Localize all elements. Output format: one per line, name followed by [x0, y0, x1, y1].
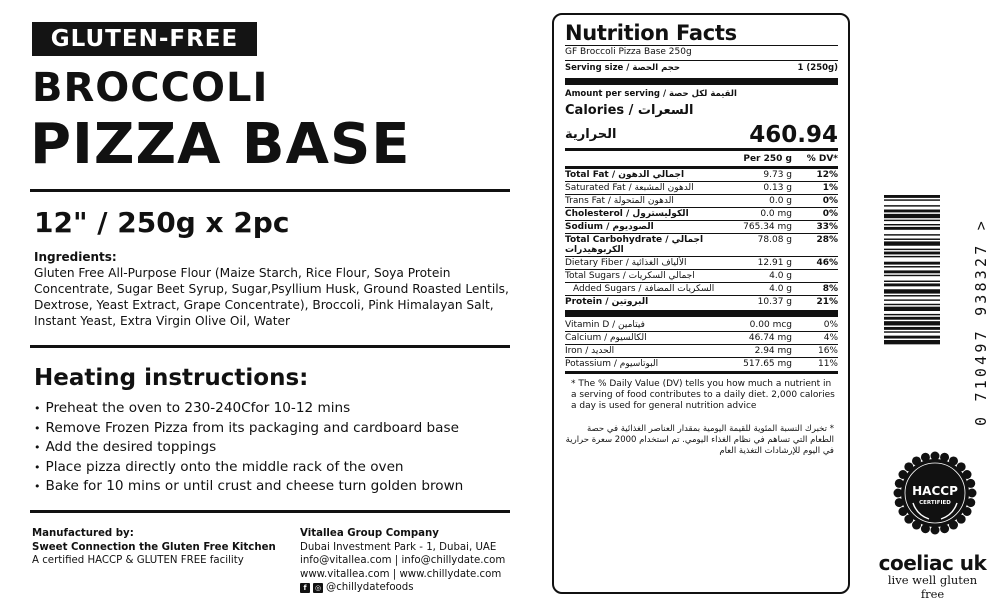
- ingredients-label: Ingredients:: [34, 250, 117, 264]
- nutrient-value: 517.65 mg: [743, 359, 792, 369]
- nutrient-dv: 28%: [816, 235, 838, 245]
- nutrient-name: Total Carbohydrate / اجمالي الكربوهيدرات: [565, 235, 704, 255]
- nutrient-name: Added Sugars / السكريات المضافة: [573, 284, 715, 294]
- divider-thick: [565, 310, 838, 317]
- gluten-free-badge: GLUTEN-FREE: [32, 22, 257, 56]
- daily-value-footnote: * The % Daily Value (DV) tells you how much a nutrient in a serving of food contributes to a daily diet. 2,000 calories a day is used for general nutrition advice: [571, 379, 835, 411]
- pack-size: 12" / 250g x 2pc: [34, 206, 290, 239]
- barcode-bars: [884, 195, 940, 420]
- heating-steps: [34, 399, 463, 497]
- nutrient-row: [565, 207, 838, 220]
- serving-size-row: [565, 61, 838, 76]
- nutrient-name: Trans Fat / الدهون المتحولة: [565, 196, 674, 206]
- nutrient-name: Total Sugars / اجمالي السكريات: [565, 271, 695, 281]
- divider: [30, 510, 510, 513]
- nutrient-value: 78.08 g: [757, 235, 792, 245]
- heating-step: • Preheat the oven to 230-240Cfor 10-12 mins: [34, 399, 463, 419]
- nutrient-value: 46.74 mg: [748, 333, 792, 343]
- product-title-line1: BROCCOLI: [32, 65, 269, 111]
- nutrient-value: 4.0 g: [769, 271, 792, 281]
- nutrient-dv: 4%: [823, 333, 838, 343]
- nutrition-facts-panel: [552, 13, 850, 594]
- nutrition-title: Nutrition Facts: [565, 21, 737, 45]
- coeliac-uk-logo: [875, 553, 990, 601]
- nutrient-value: 0.00 mcg: [749, 320, 792, 330]
- product-title-line2: PIZZA BASE: [30, 112, 411, 177]
- nutrient-dv: 1%: [822, 183, 838, 193]
- nutrient-dv: 0%: [822, 209, 838, 219]
- nutrient-dv: 12%: [816, 170, 838, 180]
- nutrient-name: Iron / الحديد: [565, 346, 615, 356]
- nutrient-name: Dietary Fiber / الألياف الغذائية: [565, 258, 687, 268]
- facebook-icon: f: [300, 583, 310, 593]
- calories-row: [565, 99, 838, 147]
- barcode-digits: [944, 186, 990, 431]
- amount-per-serving: Amount per serving / القيمة لكل حصة: [565, 89, 737, 99]
- nutrient-name: Sodium / الصوديوم: [565, 222, 654, 232]
- column-per-serving: Per 250 g: [743, 154, 792, 164]
- heating-step: • Remove Frozen Pizza from its packaging and cardboard base: [34, 419, 463, 439]
- nutrient-name: Protein / البروتين: [565, 297, 649, 307]
- divider-medium: [565, 371, 838, 374]
- daily-value-footnote-arabic: * تخبرك النسبة المئوية للقيمة اليومية بمقدار العناصر الغذائية في حصة الطعام التي تساهم في نظام الغذاء اليومي. تم استخدام 2000 سعرة حرارية في اليوم للإرشادات التغذية العام: [565, 424, 834, 456]
- instagram-icon: ◎: [314, 583, 322, 592]
- divider: [30, 189, 510, 192]
- micronutrient-row: [565, 357, 838, 370]
- divider: [30, 345, 510, 348]
- haccp-certified-seal: [893, 451, 977, 535]
- divider-medium: [565, 148, 838, 151]
- haccp-text: HACCP: [912, 484, 958, 498]
- nutrient-dv: 0%: [823, 320, 838, 330]
- calories-value: 460.94: [749, 122, 838, 148]
- calories-label: Calories / السعرات الحرارية: [565, 103, 694, 142]
- nutrient-row: [565, 269, 838, 282]
- nutrient-row: [565, 295, 838, 308]
- coeliac-brand: coeliac uk: [878, 551, 987, 575]
- nutrient-row: [565, 256, 838, 269]
- nutrient-name: Vitamin D / فيتامين: [565, 320, 645, 330]
- nutrient-row: [565, 166, 838, 181]
- haccp-certified-text: CERTIFIED: [919, 500, 951, 506]
- nutrient-value: 4.0 g: [769, 284, 792, 294]
- nutrient-name: Calcium / الكالسيوم: [565, 333, 647, 343]
- manufacturer-name: Sweet Connection the Gluten Free Kitchen: [32, 541, 276, 553]
- coeliac-tagline: live well gluten free: [887, 573, 978, 601]
- nutrient-dv: 16%: [817, 346, 838, 356]
- serving-label: Serving size / حجم الحصة: [565, 63, 680, 73]
- nutrient-value: 9.73 g: [763, 170, 792, 180]
- group-websites: www.vitallea.com | www.chillydate.com: [300, 568, 502, 580]
- nutrient-row: [565, 181, 838, 194]
- divider-thick: [565, 78, 838, 85]
- micronutrient-row: [565, 344, 838, 357]
- micronutrient-row: [565, 331, 838, 344]
- heating-step: • Add the desired toppings: [34, 438, 463, 458]
- nutrition-product: GF Broccoli Pizza Base 250g: [565, 47, 692, 57]
- nutrient-row: [565, 282, 838, 295]
- nutrient-row: [565, 233, 838, 256]
- barcode-number: 0 710497 938327 >: [972, 218, 990, 426]
- nutrient-value: 0.13 g: [763, 183, 792, 193]
- nutrient-name: Total Fat / اجمالي الدهون: [565, 170, 685, 180]
- social-handle: @chillydatefoods: [326, 582, 414, 593]
- serving-value: 1 (250g): [797, 63, 838, 73]
- nutrient-dv: 46%: [816, 258, 838, 268]
- nutrient-dv: 8%: [822, 284, 838, 294]
- heating-step: • Place pizza directly onto the middle rack of the oven: [34, 458, 463, 478]
- heating-step: • Bake for 10 mins or until crust and cheese turn golden brown: [34, 477, 463, 497]
- nutrient-dv: 33%: [816, 222, 838, 232]
- column-dv: % DV*: [806, 154, 838, 164]
- nutrient-name: Saturated Fat / الدهون المشبعة: [565, 183, 694, 193]
- nutrient-row: [565, 220, 838, 233]
- manufacturer-block: [32, 527, 276, 568]
- manufacturer-cert: A certified HACCP & GLUTEN FREE facility: [32, 555, 244, 566]
- social-row: [300, 581, 505, 595]
- nutrient-value: 0.0 mg: [760, 209, 792, 219]
- micronutrient-row: [565, 319, 838, 331]
- nutrient-value: 2.94 mg: [754, 346, 792, 356]
- column-header: [565, 152, 838, 166]
- nutrient-row: [565, 194, 838, 207]
- group-address: Dubai Investment Park - 1, Dubai, UAE: [300, 541, 497, 553]
- nutrient-value: 10.37 g: [757, 297, 792, 307]
- nutrient-name: Potassium / البوتاسيوم: [565, 359, 659, 369]
- nutrient-value: 0.0 g: [769, 196, 792, 206]
- group-name: Vitallea Group Company: [300, 528, 439, 539]
- nutrient-value: 765.34 mg: [743, 222, 792, 232]
- nutrient-dv: 21%: [816, 297, 838, 307]
- nutrient-dv: 0%: [822, 196, 838, 206]
- manufacturer-label: Manufactured by:: [32, 528, 134, 539]
- nutrient-value: 12.91 g: [757, 258, 792, 268]
- group-block: [300, 527, 505, 595]
- ingredients-text: Gluten Free All-Purpose Flour (Maize Starch, Rice Flour, Soya Protein Concentrate, Sugar Beet Syrup, Sugar,Psyllium Husk, Ground Roasted Lentils, Dextrose, Yeast Extract, Grape Concentrate), Broccoli, Pink Himalayan Salt, Instant Yeast, Extra Virgin Olive Oil, Water: [34, 266, 509, 328]
- nutrient-name: Cholesterol / الكوليسترول: [565, 209, 689, 219]
- group-emails: info@vitallea.com | info@chillydate.com: [300, 555, 506, 566]
- heating-title: Heating instructions:: [34, 365, 309, 391]
- nutrient-dv: 11%: [817, 359, 838, 369]
